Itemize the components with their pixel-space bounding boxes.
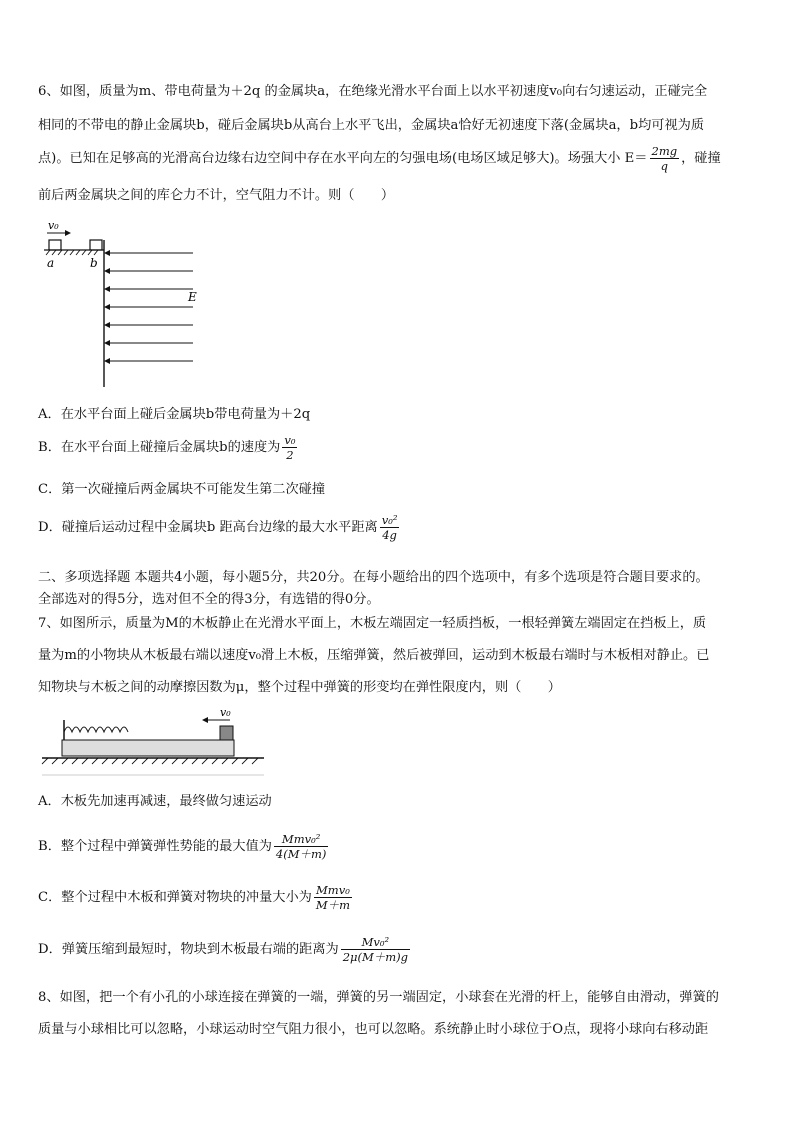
- q6-text-line-4: 前后两金属块之间的库仑力不计，空气阻力不计。则（ ）: [38, 188, 395, 203]
- q8-text-line-2: 质量与小球相比可以忽略，小球运动时空气阻力很小，也可以忽略。系统静止时小球位于O点，现将小球向右移动距: [38, 1022, 709, 1037]
- section2-heading-line-2: 全部选对的得5分，选对但不全的得3分，有选错的得0分。: [38, 592, 380, 607]
- block-a: [49, 240, 61, 250]
- q6-option-d: D．碰撞后运动过程中金属块b 距高台边缘的最大水平距离 $\frac{\text{v₀²}}{4g}$: [38, 513, 398, 542]
- q6-optb-fraction: $\frac{\text{v₀}}{2}$: [284, 433, 296, 462]
- fig-E-label: E: [188, 290, 197, 304]
- fig-b-label: b: [90, 256, 98, 270]
- q6-text-line-1: 6、如图，质量为m、带电荷量为＋2q 的金属块a，在绝缘光滑水平台面上以水平初速度v₀向右匀速运动，正碰完全: [38, 84, 708, 99]
- q7-text-line-2: 量为m的小物块从木板最右端以速度v₀滑上木板，压缩弹簧，然后被弹回，运动到木板最右端时与木板相对静止。已: [38, 648, 710, 663]
- q7-option-a: A．木板先加速再减速，最终做匀速运动: [38, 794, 272, 809]
- q6-figure: [38, 215, 208, 390]
- q7-option-b: B．整个过程中弹簧弹性势能的最大值为 $\frac{\text{Mmv₀²}}{4(M+m)}$: [38, 832, 327, 861]
- fig-a-label: a: [47, 256, 55, 270]
- q7-option-c: C．整个过程中木板和弹簧对物块的冲量大小为 $\frac{\text{Mmv₀}}{M+m}$: [38, 883, 351, 912]
- q7-option-d: D．弹簧压缩到最短时，物块到木板最右端的距离为 $\frac{\text{Mv₀²}}{2\mu(M+m)g}$: [38, 935, 409, 964]
- field-strength-fraction: $\frac{2mg}{q}$: [651, 144, 678, 173]
- q6-line3-text: 点)。已知在足够高的光滑高台边缘右边空间中存在水平向左的匀强电场(电场区域足够大)。场强大小 E＝: [38, 151, 648, 166]
- q6-option-a: A．在水平台面上碰后金属块b带电荷量为＋2q: [38, 407, 311, 422]
- block-b: [90, 240, 102, 250]
- small-block: [220, 726, 233, 740]
- spring: [64, 727, 128, 732]
- q7-text-line-3: 知物块与木板之间的动摩擦因数为μ，整个过程中弹簧的形变均在弹性限度内，则（ ）: [38, 680, 561, 695]
- q6-text-line-2: 相同的不带电的静止金属块b，碰后金属块b从高台上水平飞出，金属块a恰好无初速度下落(金属块a，b均可视为质: [38, 118, 705, 133]
- q6-option-b: B．在水平台面上碰撞后金属块b的速度为 $\frac{\text{v₀}}{2}$: [38, 433, 296, 462]
- q7-text-line-1: 7、如图所示，质量为M的木板静止在光滑水平面上，木板左端固定一轻质挡板，一根轻弹簧左端固定在挡板上，质: [38, 616, 707, 631]
- q7-optb-fraction: $\frac{\text{Mmv₀²}}{4(M+m)}$: [275, 832, 327, 861]
- fig-v0-label: v₀: [220, 706, 231, 719]
- q6-option-c: C．第一次碰撞后两金属块不可能发生第二次碰撞: [38, 482, 326, 497]
- q8-text-line-1: 8、如图，把一个有小孔的小球连接在弹簧的一端，弹簧的另一端固定，小球套在光滑的杆上，能够自由滑动，弹簧的: [38, 990, 719, 1005]
- electric-field-lines: [110, 253, 193, 361]
- wooden-board: [62, 740, 234, 756]
- q7-optc-fraction: $\frac{\text{Mmv₀}}{M+m}$: [315, 883, 351, 912]
- q7-optd-fraction: $\frac{\text{Mv₀²}}{2\mu(M+m)g}$: [342, 935, 409, 964]
- section2-heading-line-1: 二、多项选择题 本题共4小题，每小题5分，共20分。在每小题给出的四个选项中，有多个选项是符合题目要求的。: [38, 570, 709, 585]
- q7-figure: [38, 702, 268, 780]
- q6-optd-fraction: $\frac{\text{v₀²}}{4g}$: [381, 513, 398, 542]
- q6-text-line-3: 点)。已知在足够高的光滑高台边缘右边空间中存在水平向左的匀强电场(电场区域足够大)。场强大小 E＝ $\frac{2mg}{q}$ ，碰撞: [38, 144, 721, 173]
- fig-v0-label: v₀: [48, 219, 59, 232]
